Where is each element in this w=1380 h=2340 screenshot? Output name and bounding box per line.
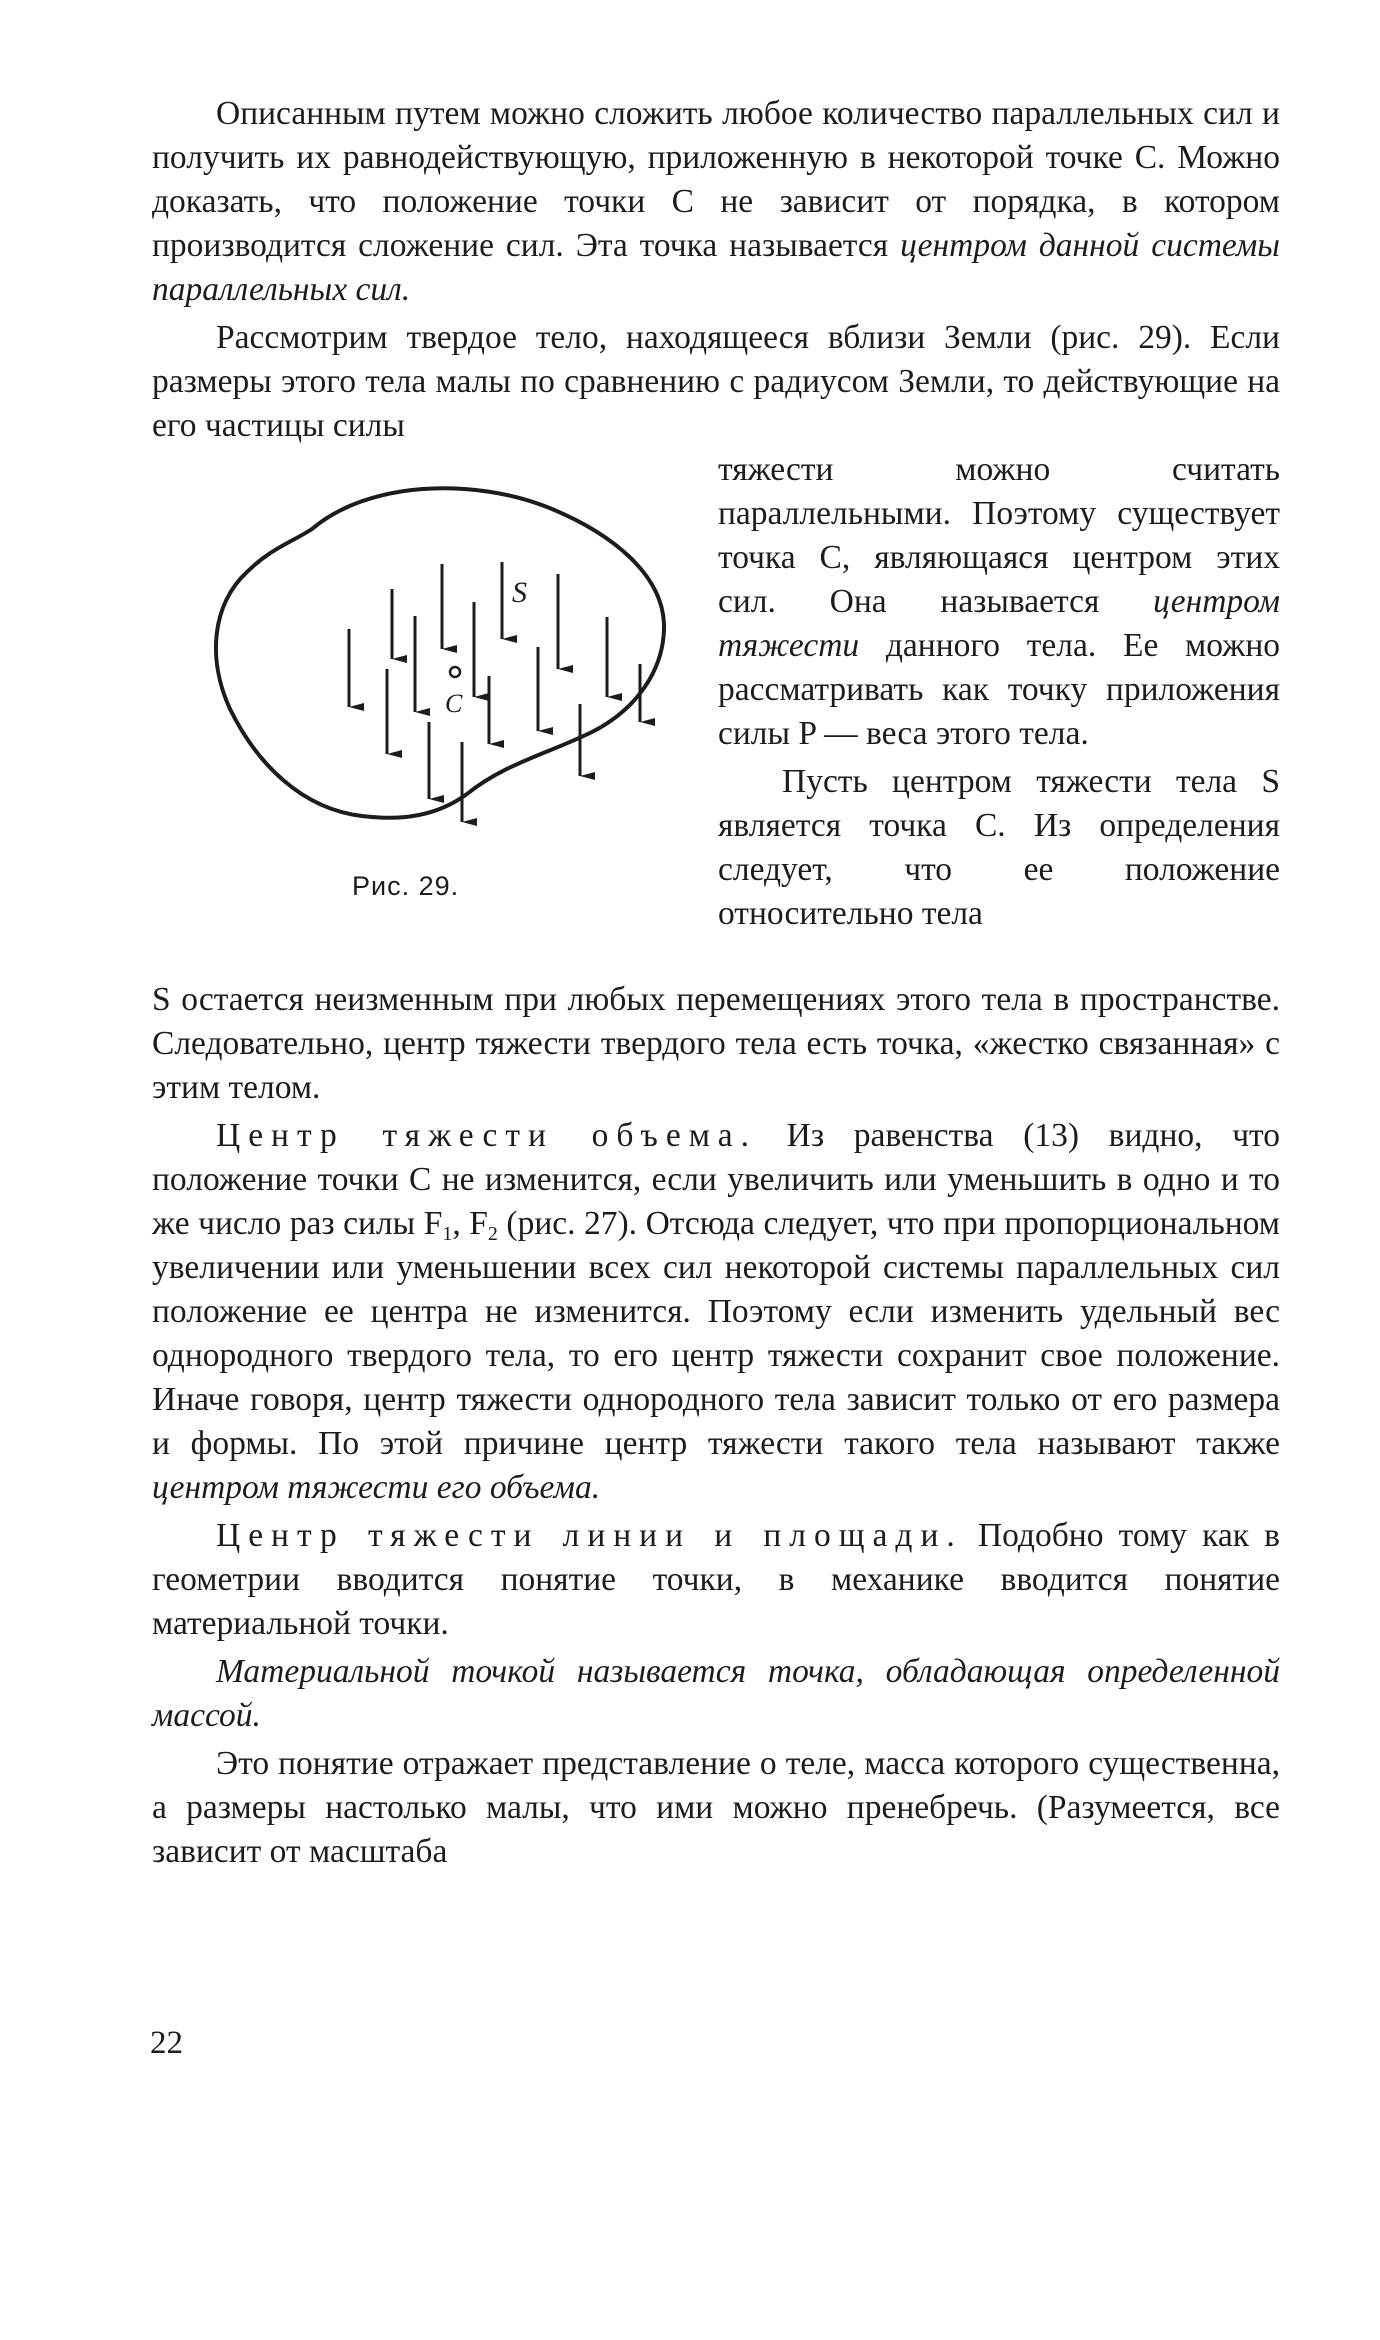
figure-29	[152, 454, 712, 974]
paragraph-4: Центр тяжести объема. Из равенства (13) видно, что положение точки C не изменится, если увеличить или уменьшить в одно и то же число раз силы $F_1$, $F_2$ (рис. 27). Отсюда следует, что при пропорциональном увеличении или уменьшении всех сил некоторой системы параллельных сил положение ее центра не изменится. Поэтому если изменить удельный вес однородного твердого тела, то его центр тяжести сохранит свое положение. Иначе говоря, центр тяжести однородного тела зависит только от его размера и формы. По этой причине центр тяжести такого тела называют также центром тяжести его объема.	[152, 1117, 1280, 1506]
label-center-c: C	[445, 689, 463, 718]
section-heading-line-area: Центр тяжести линии и площади.	[216, 1517, 963, 1554]
paragraph-1: Описанным путем можно сложить любое количество параллельных сил и получить их равнодействующую, приложенную в некоторой точке C. Можно доказать, что положение точки C не зависит от порядка, в котором производится сложение сил. Эта точка называется центром данной системы параллельных сил.	[152, 95, 1280, 308]
paragraph-2: Рассмотрим твердое тело, находящееся вблизи Земли (рис. 29). Если размеры этого тела малы по сравнению с радиусом Земли, то действующие на его частицы силы	[152, 319, 1280, 444]
paragraph-3-start: Пусть центром тяжести тела S является точка C. Из определения следует, что ее положение относительно тела	[718, 763, 1280, 932]
center-of-gravity-point	[450, 667, 460, 677]
page-number: 22	[150, 2025, 183, 2061]
paragraph-7: Это понятие отражает представление о теле, масса которого существенна, а размеры настолько малы, что ими можно пренебречь. (Разумеется, все зависит от масштаба	[152, 1745, 1280, 1870]
paragraph-5: Центр тяжести линии и площади. Подобно тому как в геометрии вводится понятие точки, в механике вводится понятие материальной точки.	[152, 1517, 1280, 1642]
paragraph-6-definition: Материальной точкой называется точка, обладающая определенной массой.	[152, 1653, 1280, 1734]
figure-block	[152, 448, 1280, 974]
section-heading-volume: Центр тяжести объема.	[216, 1117, 757, 1154]
body-outline	[216, 488, 664, 818]
figure-29-drawing	[152, 454, 712, 874]
paragraph-2-continued: тяжести можно считать параллельными. Поэтому существует точка C, являющаяся центром этих сил. Она называется центром тяжести данного тела. Ее можно рассматривать как точку приложения силы P — веса этого тела.	[718, 451, 1280, 752]
figure-caption: Рис. 29.	[352, 871, 460, 901]
page-body	[152, 92, 1280, 1874]
label-body-s: S	[512, 576, 527, 609]
paragraph-3-end: S остается неизменным при любых перемещениях этого тела в пространстве. Следовательно, центр тяжести твердого тела есть точка, «жестко связанная» с этим телом.	[152, 981, 1280, 1106]
